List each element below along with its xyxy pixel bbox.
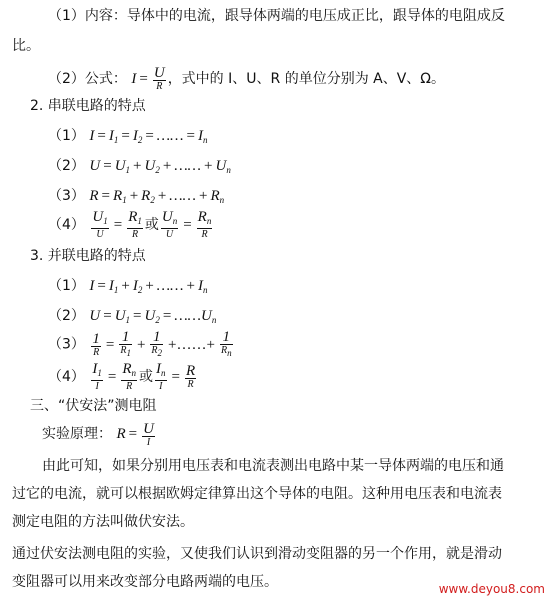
fraction: $\frac{R}{R}$	[185, 363, 196, 390]
paragraph-line-1: 由此可知，如果分别用电压表和电流表测出电路中某一导体两端的电压和通	[42, 458, 504, 474]
parallel-item-4: （4） $\frac{I_1}{I}$ = $\frac{R_n}{R}$ 或 $\frac{I_n}{I}$ = $\frac{R}{R}$	[48, 361, 196, 392]
principle-label: 实验原理：	[42, 426, 112, 442]
principle-equation: R = $\frac{U}{I}$	[116, 420, 154, 448]
item-number: （3）	[48, 188, 85, 204]
paragraph-line-5: 变阻器可以用来改变部分电路两端的电压。	[12, 574, 278, 590]
ohm-law-content-line	[48, 6, 505, 26]
watermark: www.deyou8.com	[438, 582, 545, 596]
equation: $I = I_1 + I_2$ + …… + $I_n$	[89, 278, 208, 295]
fraction: $\frac{I_1}{I}$	[92, 361, 102, 392]
item-number: （4）	[48, 369, 85, 385]
or-text: 或	[139, 369, 154, 385]
formula-note: ，式中的 I、U、R 的单位分别为 A、V、Ω。	[167, 71, 445, 87]
fraction-denominator: R	[156, 81, 163, 92]
series-item-1	[48, 126, 207, 150]
equation: $U = U_1 + U_2$ + …… + $U_n$	[89, 158, 231, 175]
paragraph-line-4: 通过伏安法测电阻的实验，又使我们认识到滑动变阻器的另一个作用，就是滑动	[12, 546, 502, 562]
paragraph-line-3: 测定电阻的方法叫做伏安法。	[12, 514, 194, 530]
formula-fraction	[153, 66, 166, 92]
formula-equals: =	[139, 71, 148, 87]
fraction: $\frac{R_n}{R}$	[197, 209, 212, 240]
fraction: $\frac{I_n}{I}$	[156, 361, 166, 392]
fraction: $\frac{1}{R_n}$	[220, 329, 232, 358]
fraction: $\frac{1}{R_2}$	[151, 329, 163, 358]
series-heading: 2. 串联电路的特点	[30, 98, 146, 114]
series-item-4: （4） $\frac{U_1}{U}$ = $\frac{R_1}{R}$ 或 $\frac{U_n}{U}$ = $\frac{R_n}{R}$	[48, 209, 212, 240]
ohm-law-content-cont: 比。	[12, 38, 40, 54]
fraction: $\frac{R_1}{R}$	[128, 209, 142, 240]
fraction-numerator: U	[153, 65, 165, 81]
content-text: 导体中的电流，跟导体两端的电压成正比，跟导体的电阻成反	[126, 8, 505, 24]
content-label: （1）内容：	[48, 8, 127, 24]
ohm-law-formula-line	[48, 66, 445, 92]
parallel-heading: 3. 并联电路的特点	[30, 248, 146, 264]
principle-line	[42, 420, 157, 448]
fraction: $\frac{R_n}{R}$	[122, 361, 137, 392]
item-number: （2）	[48, 308, 85, 324]
equation: $U = U_1 = U_2$ = $\dots\dots U_n$	[89, 308, 217, 325]
equation: $R = R_1 + R_2$ + …… + $R_n$	[89, 188, 225, 205]
parallel-item-3: （3） $\frac{1}{R}$ = $\frac{1}{R_1}$ + $\frac{1}{R_2}$ +……+ $\frac{1}{R_n}$	[48, 329, 232, 358]
series-item-2	[48, 156, 231, 180]
fraction: $\frac{U_n}{U}$	[161, 209, 178, 240]
series-item-3	[48, 186, 224, 210]
fraction: $\frac{1}{R_1}$	[120, 329, 131, 358]
formula-current: I	[131, 71, 137, 87]
method-heading: 三、“伏安法”测电阻	[30, 398, 157, 414]
parallel-item-2	[48, 306, 216, 330]
item-number: （1）	[48, 128, 85, 144]
fraction: $\frac{1}{R}$	[92, 330, 100, 358]
parallel-item-1	[48, 276, 207, 300]
fraction: $\frac{U_1}{U}$	[92, 209, 108, 240]
item-number: （3）	[48, 336, 85, 353]
or-text: 或	[144, 217, 159, 233]
item-number: （4）	[48, 217, 85, 233]
item-number: （1）	[48, 278, 85, 294]
item-number: （2）	[48, 158, 85, 174]
equation: $I = I_1 = I_2$ = …… = $I_n$	[89, 128, 208, 145]
paragraph-line-2: 过它的电流，就可以根据欧姆定律算出这个导体的电阻。这种用电压表和电流表	[12, 486, 502, 502]
formula-label: （2）公式：	[48, 71, 127, 87]
